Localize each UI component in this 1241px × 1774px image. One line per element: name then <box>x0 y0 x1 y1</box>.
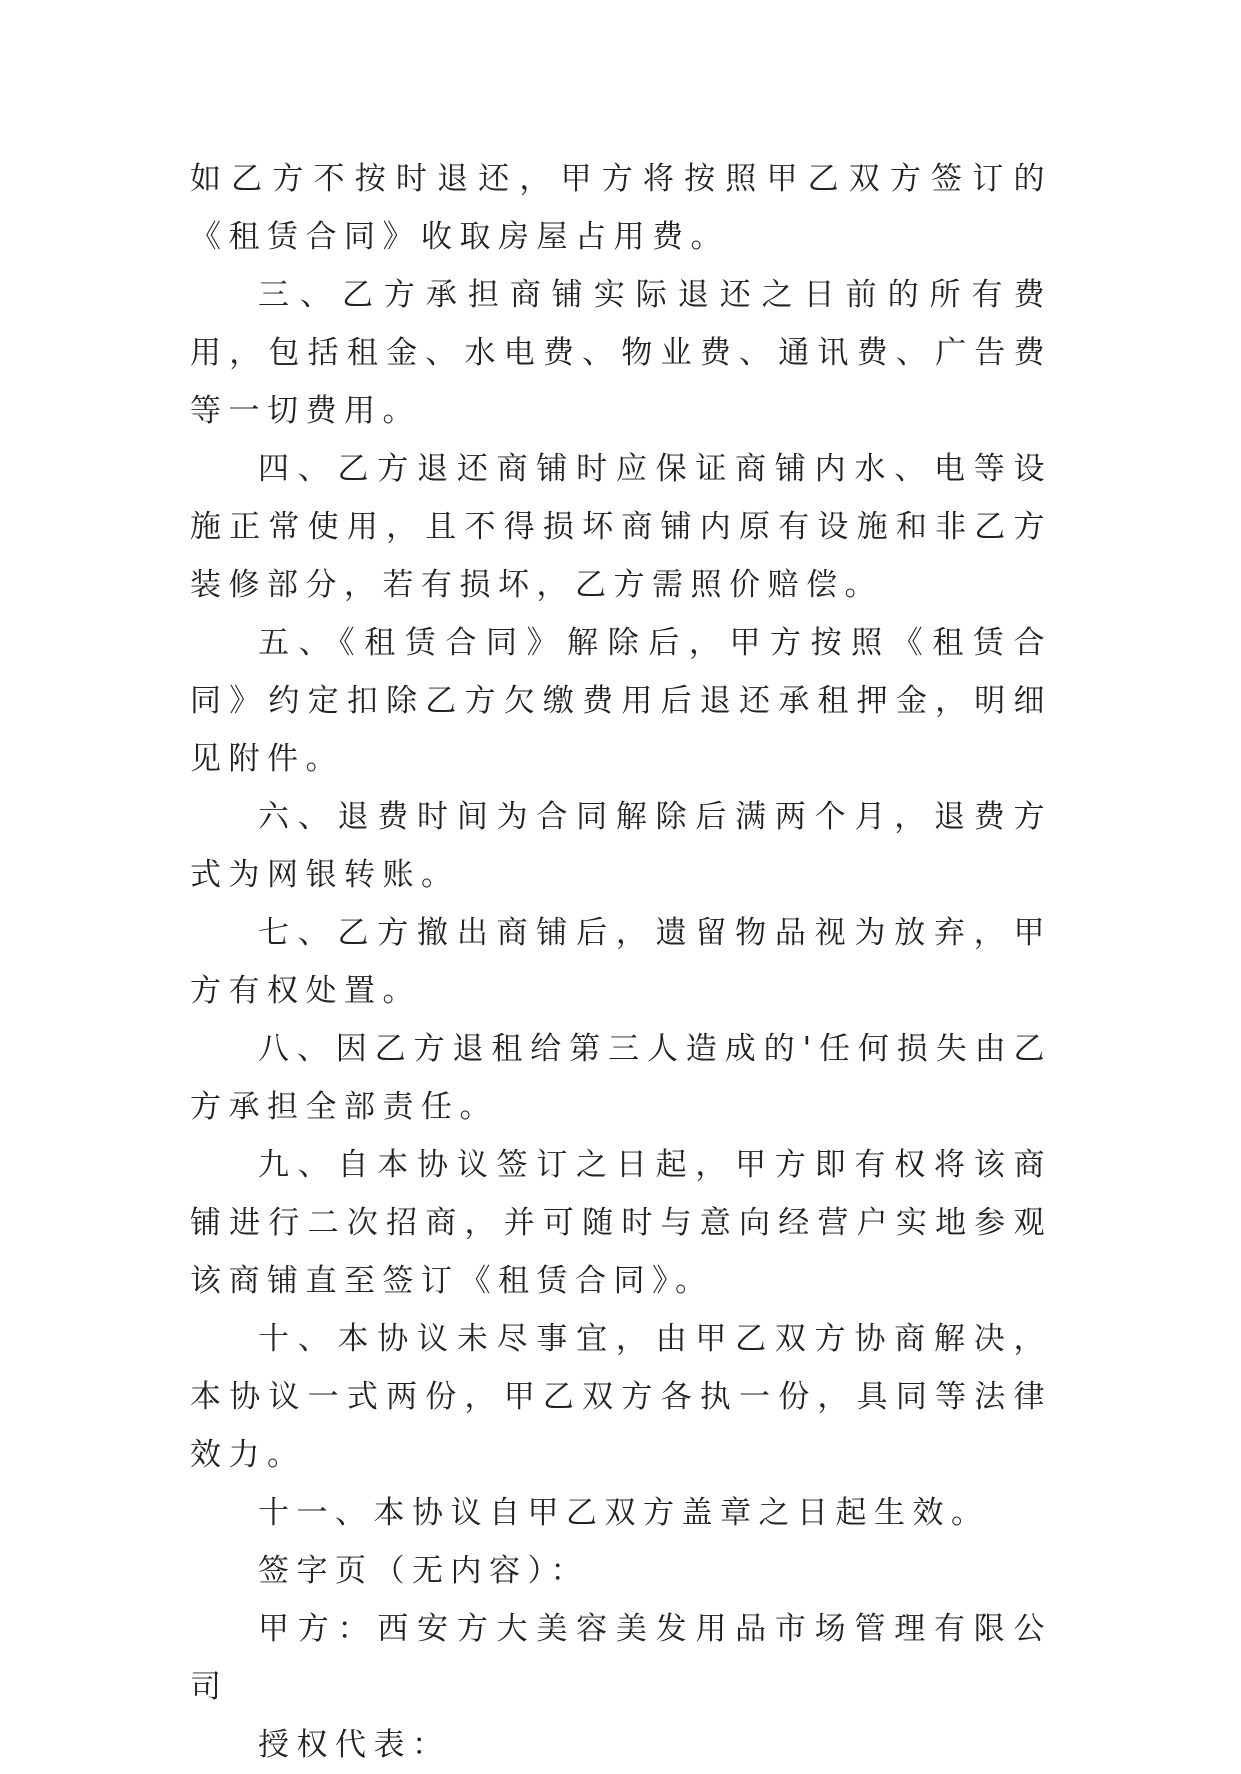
authorized-representative-line: 授权代表： <box>258 1727 451 1763</box>
clause-4-facilities: 四、乙方退还商铺时应保证商铺内水、电等设施正常使用，且不得损坏商铺内原有设施和非乙方装修部分，若有损坏，乙方需照价赔偿。 <box>190 451 1052 603</box>
party-a-line: 甲方：西安方大美容美发用品市场管理有限公司 <box>190 1611 1052 1705</box>
clause-7-abandoned-items: 七、乙方撤出商铺后，遗留物品视为放弃，甲方有权处置。 <box>190 915 1052 1009</box>
clause-6-refund-timing: 六、退费时间为合同解除后满两个月，退费方式为网银转账。 <box>190 799 1052 893</box>
clause-5-deposit-refund: 五、《租赁合同》解除后，甲方按照《租赁合同》约定扣除乙方欠缴费用后退还承租押金，明细见附件。 <box>190 625 1052 777</box>
document-body <box>190 150 1052 1774</box>
clause-10-copies: 十、本协议未尽事宜，由甲乙双方协商解决，本协议一式两份，甲乙双方各执一份，具同等法律效力。 <box>190 1321 1052 1473</box>
signature-page-heading: 签字页（无内容）： <box>258 1553 589 1589</box>
clause-3-expenses: 三、乙方承担商铺实际退还之日前的所有费用，包括租金、水电费、物业费、通讯费、广告费等一切费用。 <box>190 277 1052 429</box>
clause-11-effective-date: 十一、本协议自甲乙双方盖章之日起生效。 <box>258 1495 990 1531</box>
paragraph-occupancy-fee: 如乙方不按时退还，甲方将按照甲乙双方签订的《租赁合同》收取房屋占用费。 <box>190 161 1052 255</box>
clause-9-re-leasing: 九、自本协议签订之日起，甲方即有权将该商铺进行二次招商，并可随时与意向经营户实地参观该商铺直至签订《租赁合同》。 <box>190 1147 1052 1299</box>
clause-8-third-party-liability: 八、因乙方退租给第三人造成的'任何损失由乙方承担全部责任。 <box>190 1031 1052 1125</box>
